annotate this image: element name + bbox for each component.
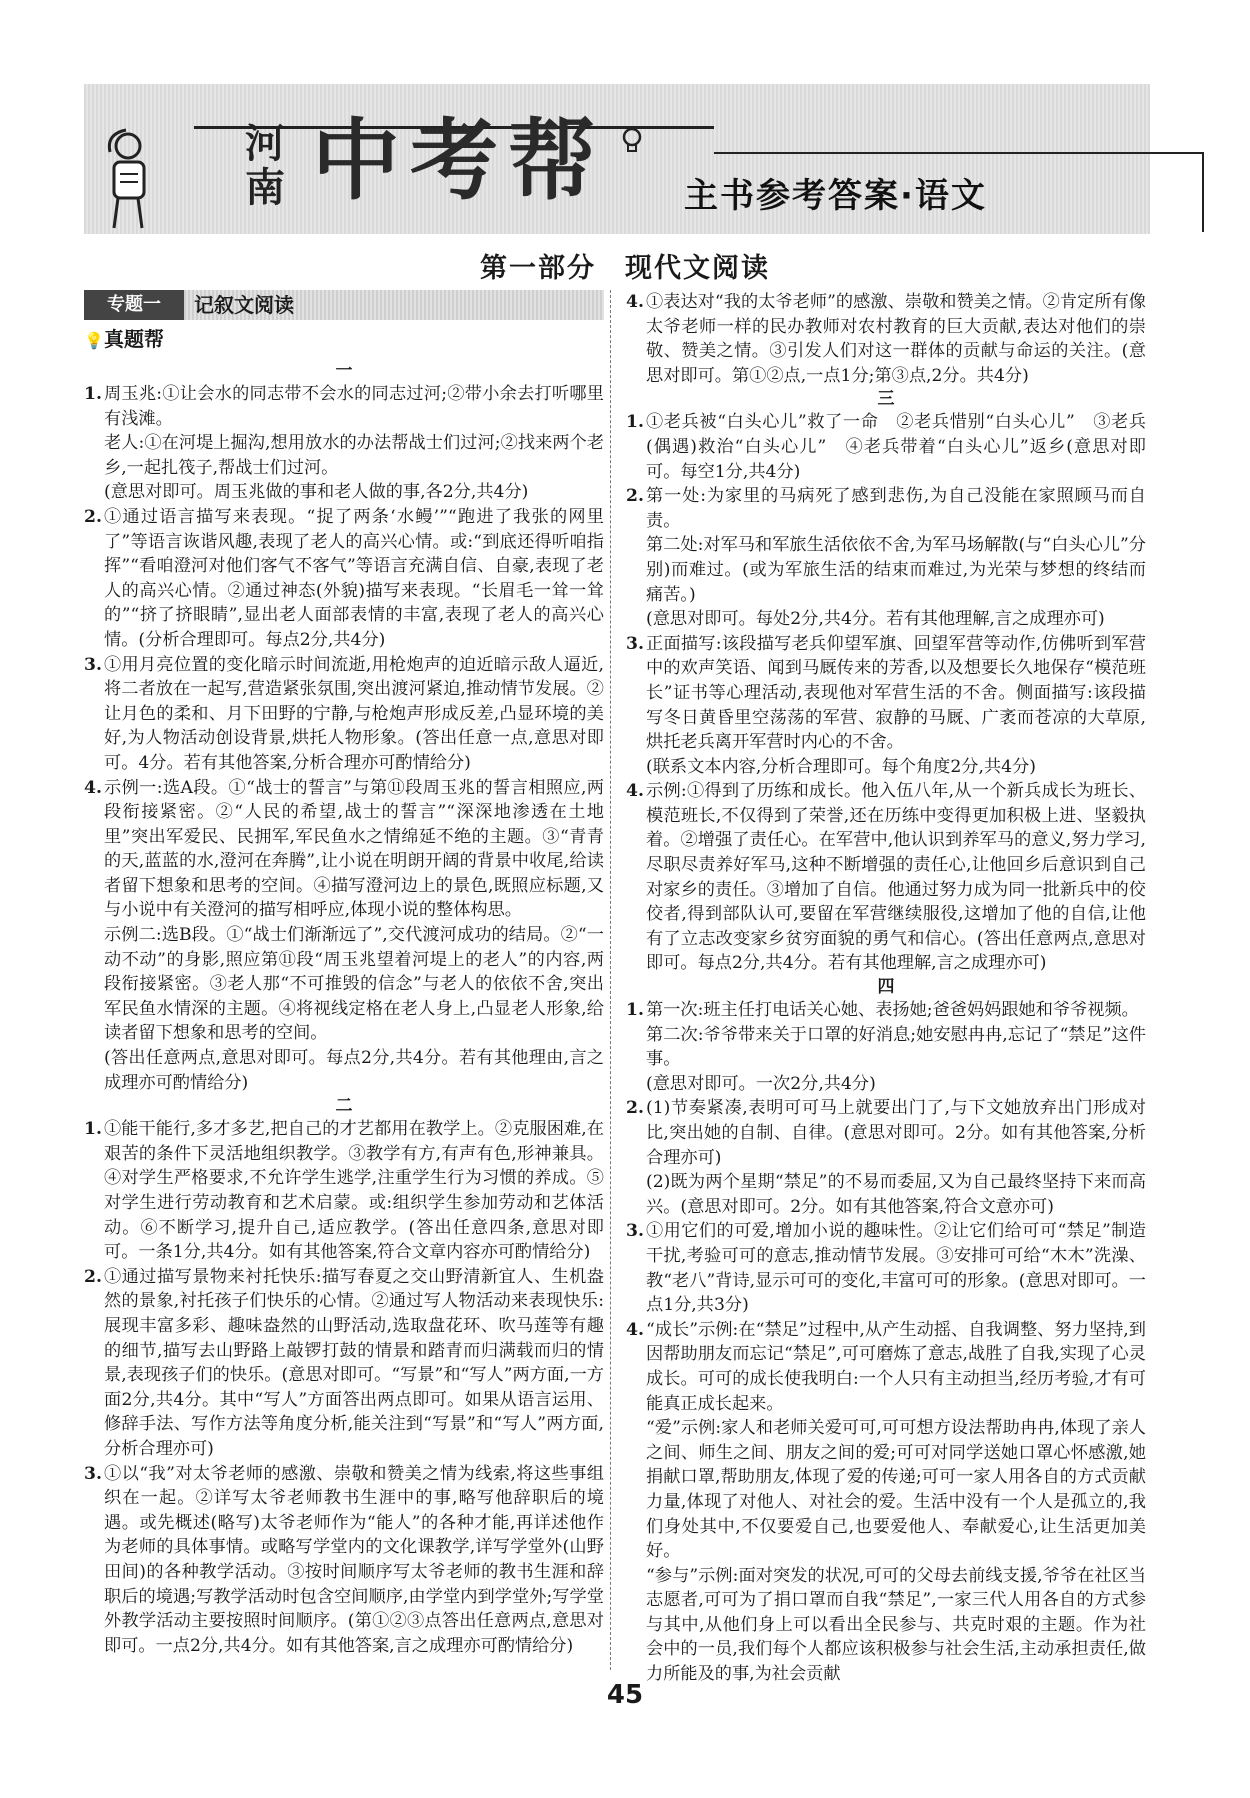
topic-tag: 专题一	[84, 290, 184, 320]
answer-text: 正面描写:该段描写老兵仰望军旗、回望军营等动作,仿佛听到军营中的欢声笑语、闻到马厩传来的芳香,以及想要长久地保存“模范班长”证书等心理活动,表现他对军营生活的不舍。侧面描写:该段描写冬日黄昏里空荡荡的军营、寂静的马厩、广袤而苍凉的大草原,烘托老兵离开军营时内心的不舍。	[646, 633, 1146, 753]
answer-item	[626, 484, 1146, 632]
province-label: 河南	[245, 121, 285, 211]
answer-text: ①用月亮位置的变化暗示时间流逝,用枪炮声的迫近暗示敌人逼近,将二者放在一起写,营造紧张氛围,突出渡河紧迫,推动情节发展。②让月色的柔和、月下田野的宁静,与枪炮声形成反差,凸显环境的美好,为人物活动创设背景,烘托人物形象。(答出任意一点,意思对即可。4分。若有其他答案,分析合理亦可酌情给分)	[104, 654, 604, 773]
answer-text: (答出任意两点,意思对即可。每点2分,共4分。若有其他理由,言之成理亦可酌情给分)	[104, 1048, 604, 1093]
column-divider	[610, 290, 611, 1670]
item-number: 4.	[626, 1319, 644, 1340]
answer-text: ①表达对“我的太爷老师”的感激、崇敬和赞美之情。②肯定所有像太爷老师一样的民办教师对农村教育的巨大贡献,表达对他们的崇敬、赞美之情。③引发人们对这一群体的贡献与命运的关注。(意思对即可。第①②点,一点1分;第③点,2分。共4分)	[646, 292, 1146, 386]
group-numeral: 三	[877, 389, 895, 410]
item-number: 4.	[626, 292, 644, 312]
answer-group-2	[84, 1095, 604, 1658]
answer-text: “成长”示例:在“禁足”过程中,从产生动摇、自我调整、努力坚持,到因帮助朋友而忘记“禁足”,可可磨炼了意志,战胜了自我,实现了心灵成长。可可的成长使我明白:一个人只有主动担当,经历考验,才有可能真正成长起来。	[646, 1319, 1146, 1414]
left-column	[84, 290, 604, 1658]
answer-item	[84, 653, 604, 776]
answer-text: (意思对即可。周玉兆做的事和老人做的事,各2分,共4分)	[104, 482, 529, 503]
answer-group-3	[626, 388, 1146, 976]
answer-text: “参与”示例:面对突发的状况,可可的父母去前线支援,爷爷在社区当志愿者,可可为了捐口罩而自我“禁足”,一家三代人用各自的方式参与其中,从他们身上可以看出全民参与、共克时艰的主题。作为社会中的一员,我们每个人都应该积极参与社会生活,主动承担责任,做力所能及的事,为社会贡献	[646, 1565, 1146, 1685]
answer-item	[626, 1096, 1146, 1219]
item-number: 2.	[84, 1266, 102, 1287]
answer-text: 第二处:对军马和军旅生活依依不舍,为军马场解散(与“白头心儿”分别)而难过。(或为军旅生活的结束而难过,为光荣与梦想的终结而痛苦。)	[646, 535, 1146, 605]
answer-item	[626, 632, 1146, 780]
topic-bar	[84, 290, 604, 320]
answer-group-1	[84, 360, 604, 1095]
item-number: 3.	[626, 1221, 644, 1242]
part-title: 第一部分 现代文阅读	[480, 253, 770, 284]
answer-item	[84, 1265, 604, 1462]
answer-text: ①老兵被“白头心儿”救了一命 ②老兵惜别“白头心儿” ③老兵(偶遇)救治“白头心儿” ④老兵带着“白头心儿”返乡(意思对即可。每空1分,共4分)	[646, 412, 1146, 482]
answer-text: 示例一:选A段。①“战士的誓言”与第⑪段周玉兆的誓言相照应,两段衔接紧密。②“人民的希望,战士的誓言”“深深地渗透在土地里”突出军爱民、民拥军,军民鱼水之情绵延不绝的主题。③“青青的天,蓝蓝的水,澄河在奔腾”,让小说在明朗开阔的背景中收尾,给读者留下想象和思考的空间。④描写澄河边上的景色,既照应标题,又与小说中有关澄河的描写相呼应,体现小说的整体构思。	[104, 777, 604, 921]
answer-item	[626, 1318, 1146, 1687]
item-number: 2.	[626, 486, 644, 507]
page-number: 45	[606, 1680, 644, 1710]
lightbulb-icon	[619, 126, 645, 156]
answer-text: ①通过语言描写来表现。“捉了两条‘水鳗’”“跑进了我张的网里了”等语言诙谐风趣,表现了老人的高兴心情。或:“到底还得听咱指挥”“看咱澄河对他们客气不客气”等语言充满自信、自豪,表现了老人的高兴心情。②通过神态(外貌)描写来表现。“长眉毛一耸一耸的”“挤了挤眼睛”,显出老人面部表情的丰富,表现了老人的高兴心情。(分析合理即可。每点2分,共4分)	[104, 506, 604, 650]
group-numeral: 四	[877, 977, 895, 998]
answer-group-4	[626, 976, 1146, 1687]
answer-text: (2)既为两个星期“禁足”的不易而委屈,又为自己最终坚持下来而高兴。(意思对即可。2分。如有其他答案,符合文意亦可)	[646, 1172, 1146, 1217]
item-number: 1.	[626, 1000, 644, 1021]
answer-text: 老人:①在河堤上掘沟,想用放水的办法帮战士们过河;②找来两个老乡,一起扎筏子,帮战士们过河。	[104, 433, 604, 478]
answer-item	[626, 779, 1146, 976]
answer-text: (1)节奏紧凑,表明可可马上就要出门了,与下文她放弃出门形成对比,突出她的自制、自律。(意思对即可。2分。如有其他答案,分析合理亦可)	[646, 1098, 1146, 1168]
cartoon-figure-icon	[96, 124, 166, 234]
answer-text: (意思对即可。一次2分,共4分)	[646, 1073, 876, 1094]
answer-text: 周玉兆:①让会水的同志带不会水的同志过河;②带小余去打听哪里有浅滩。	[104, 384, 604, 429]
answer-text: (意思对即可。每处2分,共4分。若有其他理解,言之成理亦可)	[646, 609, 1105, 630]
answer-text: 示例二:选B段。①“战士们渐渐远了”,交代渡河成功的结局。②“一动不动”的身影,照应第⑪段“周玉兆望着河堤上的老人”的内容,两段衔接紧密。③老人那“不可推毁的信念”与老人的依依不舍,突出军民鱼水情深的主题。④将视线定格在老人身上,凸显老人形象,给读者留下想象和思考的空间。	[104, 925, 604, 1044]
item-number: 1.	[84, 384, 102, 404]
right-column	[626, 290, 1146, 1687]
answer-text: ①用它们的可爱,增加小说的趣味性。②让它们给可可“禁足”制造干扰,考验可可的意志,推动情节发展。③安排可可给“木木”洗澡、教“老八”背诗,显示可可的变化,丰富可可的形象。(意思对即可。一点1分,共3分)	[646, 1221, 1146, 1316]
answer-item	[84, 1462, 604, 1659]
item-number: 3.	[84, 654, 102, 675]
answer-item	[84, 776, 604, 1096]
item-number: 4.	[84, 777, 102, 798]
header-banner	[84, 84, 1150, 234]
answer-text: “爱”示例:家人和老师关爱可可,可可想方设法帮助冉冉,体现了亲人之间、师生之间、朋友之间的爱;可可对同学送她口罩心怀感激,她捐献口罩,帮助朋友,体现了爱的传递;可可一家人用各自的方式贡献力量,体现了对他人、对社会的爱。生活中没有一个人是孤立的,我们身处其中,不仅要爱自己,也要爱他人、奉献爱心,让生活更加美好。	[646, 1418, 1146, 1562]
section-heading	[84, 324, 604, 354]
answer-text: ①通过描写景物来衬托快乐:描写春夏之交山野清新宜人、生机盎然的景象,衬托孩子们快乐的心情。②通过写人物活动来表现快乐:展现丰富多彩、趣味盎然的山野活动,选取盘花环、吹马莲等有趣的细节,描写去山野路上敲锣打鼓的情景和踏青而归满载而归的情景,表现孩子们的快乐。(意思对即可。“写景”和“写人”两方面,一方面2分,共4分。其中“写人”方面答出两点即可。如果从语言运用、修辞手法、写作方法等角度分析,能关注到“写景”和“写人”两方面,分析合理亦可)	[104, 1266, 604, 1459]
topic-name: 记叙文阅读	[194, 293, 294, 317]
answer-text: ①以“我”对太爷老师的感激、崇敬和赞美之情为线索,将这些事组织在一起。②详写太爷老师教书生涯中的事,略写他辞职后的境遇。或先概述(略写)太爷老师作为“能人”的各种才能,再详述他作为老师的具体事情。或略写学堂内的文化课教学,详写学堂外(山野田间)的各种教学活动。③按时间顺序写太爷老师的教书生涯和辞职后的境遇;写教学活动时包含空间顺序,由学堂内到学堂外;写学堂外教学活动主要按照时间顺序。(第①②③点答出任意两点,意思对即可。一点2分,共4分。如有其他答案,言之成理亦可酌情给分)	[104, 1463, 604, 1656]
group-numeral: 二	[335, 1096, 353, 1117]
answer-item	[626, 998, 1146, 1096]
answer-text: 第一次:班主任打电话关心她、表扬她;爸爸妈妈跟她和爷爷视频。	[646, 1000, 1139, 1021]
bulb-icon: 💡	[84, 331, 104, 350]
section-label: 真题帮	[104, 327, 164, 351]
answer-text: (联系文本内容,分析合理即可。每个角度2分,共4分)	[646, 756, 1036, 777]
answer-item	[84, 1117, 604, 1265]
brand-title: 中考帮	[312, 109, 607, 212]
item-number: 1.	[84, 1119, 102, 1140]
book-subtitle: 主书参考答案·语文	[684, 176, 987, 216]
item-number: 2.	[626, 1098, 644, 1119]
answer-item	[626, 1219, 1146, 1317]
group-numeral: 一	[335, 361, 353, 381]
item-number: 4.	[626, 781, 644, 802]
answer-item	[84, 505, 604, 653]
answer-item	[626, 410, 1146, 484]
answer-item	[84, 382, 604, 505]
answer-item	[626, 290, 1146, 388]
item-number: 3.	[84, 1463, 102, 1484]
item-number: 1.	[626, 412, 644, 433]
answer-text: 第一处:为家里的马病死了感到悲伤,为自己没能在家照顾马而自责。	[646, 486, 1146, 531]
answer-text: 第二次:爷爷带来关于口罩的好消息;她安慰冉冉,忘记了“禁足”这件事。	[646, 1024, 1146, 1070]
answer-text: ①能干能行,多才多艺,把自己的才艺都用在教学上。②克服困难,在艰苦的条件下灵活地组织教学。③教学有方,有声有色,形神兼具。④对学生严格要求,不允许学生逃学,注重学生行为习惯的养成。⑤对学生进行劳动教育和艺术启蒙。或:组织学生参加劳动和艺体活动。⑥不断学习,提升自己,适应教学。(答出任意四条,意思对即可。一条1分,共4分。如有其他答案,符合文章内容亦可酌情给分)	[104, 1119, 604, 1263]
item-number: 3.	[626, 633, 644, 654]
item-number: 2.	[84, 506, 102, 527]
answer-text: 示例:①得到了历练和成长。他入伍八年,从一个新兵成长为班长、模范班长,不仅得到了荣誉,还在历练中变得更加积极上进、坚毅执着。②增强了责任心。在军营中,他认识到养军马的意义,努力学习,尽职尽责养好军马,这种不断增强的责任心,让他回乡后意识到自己对家乡的责任。③增加了自信。他通过努力成为同一批新兵中的佼佼者,得到部队认可,要留在军营继续服役,这增加了他的自信,让他有了立志改变家乡贫穷面貌的勇气和信心。(答出任意两点,意思对即可。每点2分,共4分。若有其他理解,言之成理亦可)	[646, 781, 1146, 974]
